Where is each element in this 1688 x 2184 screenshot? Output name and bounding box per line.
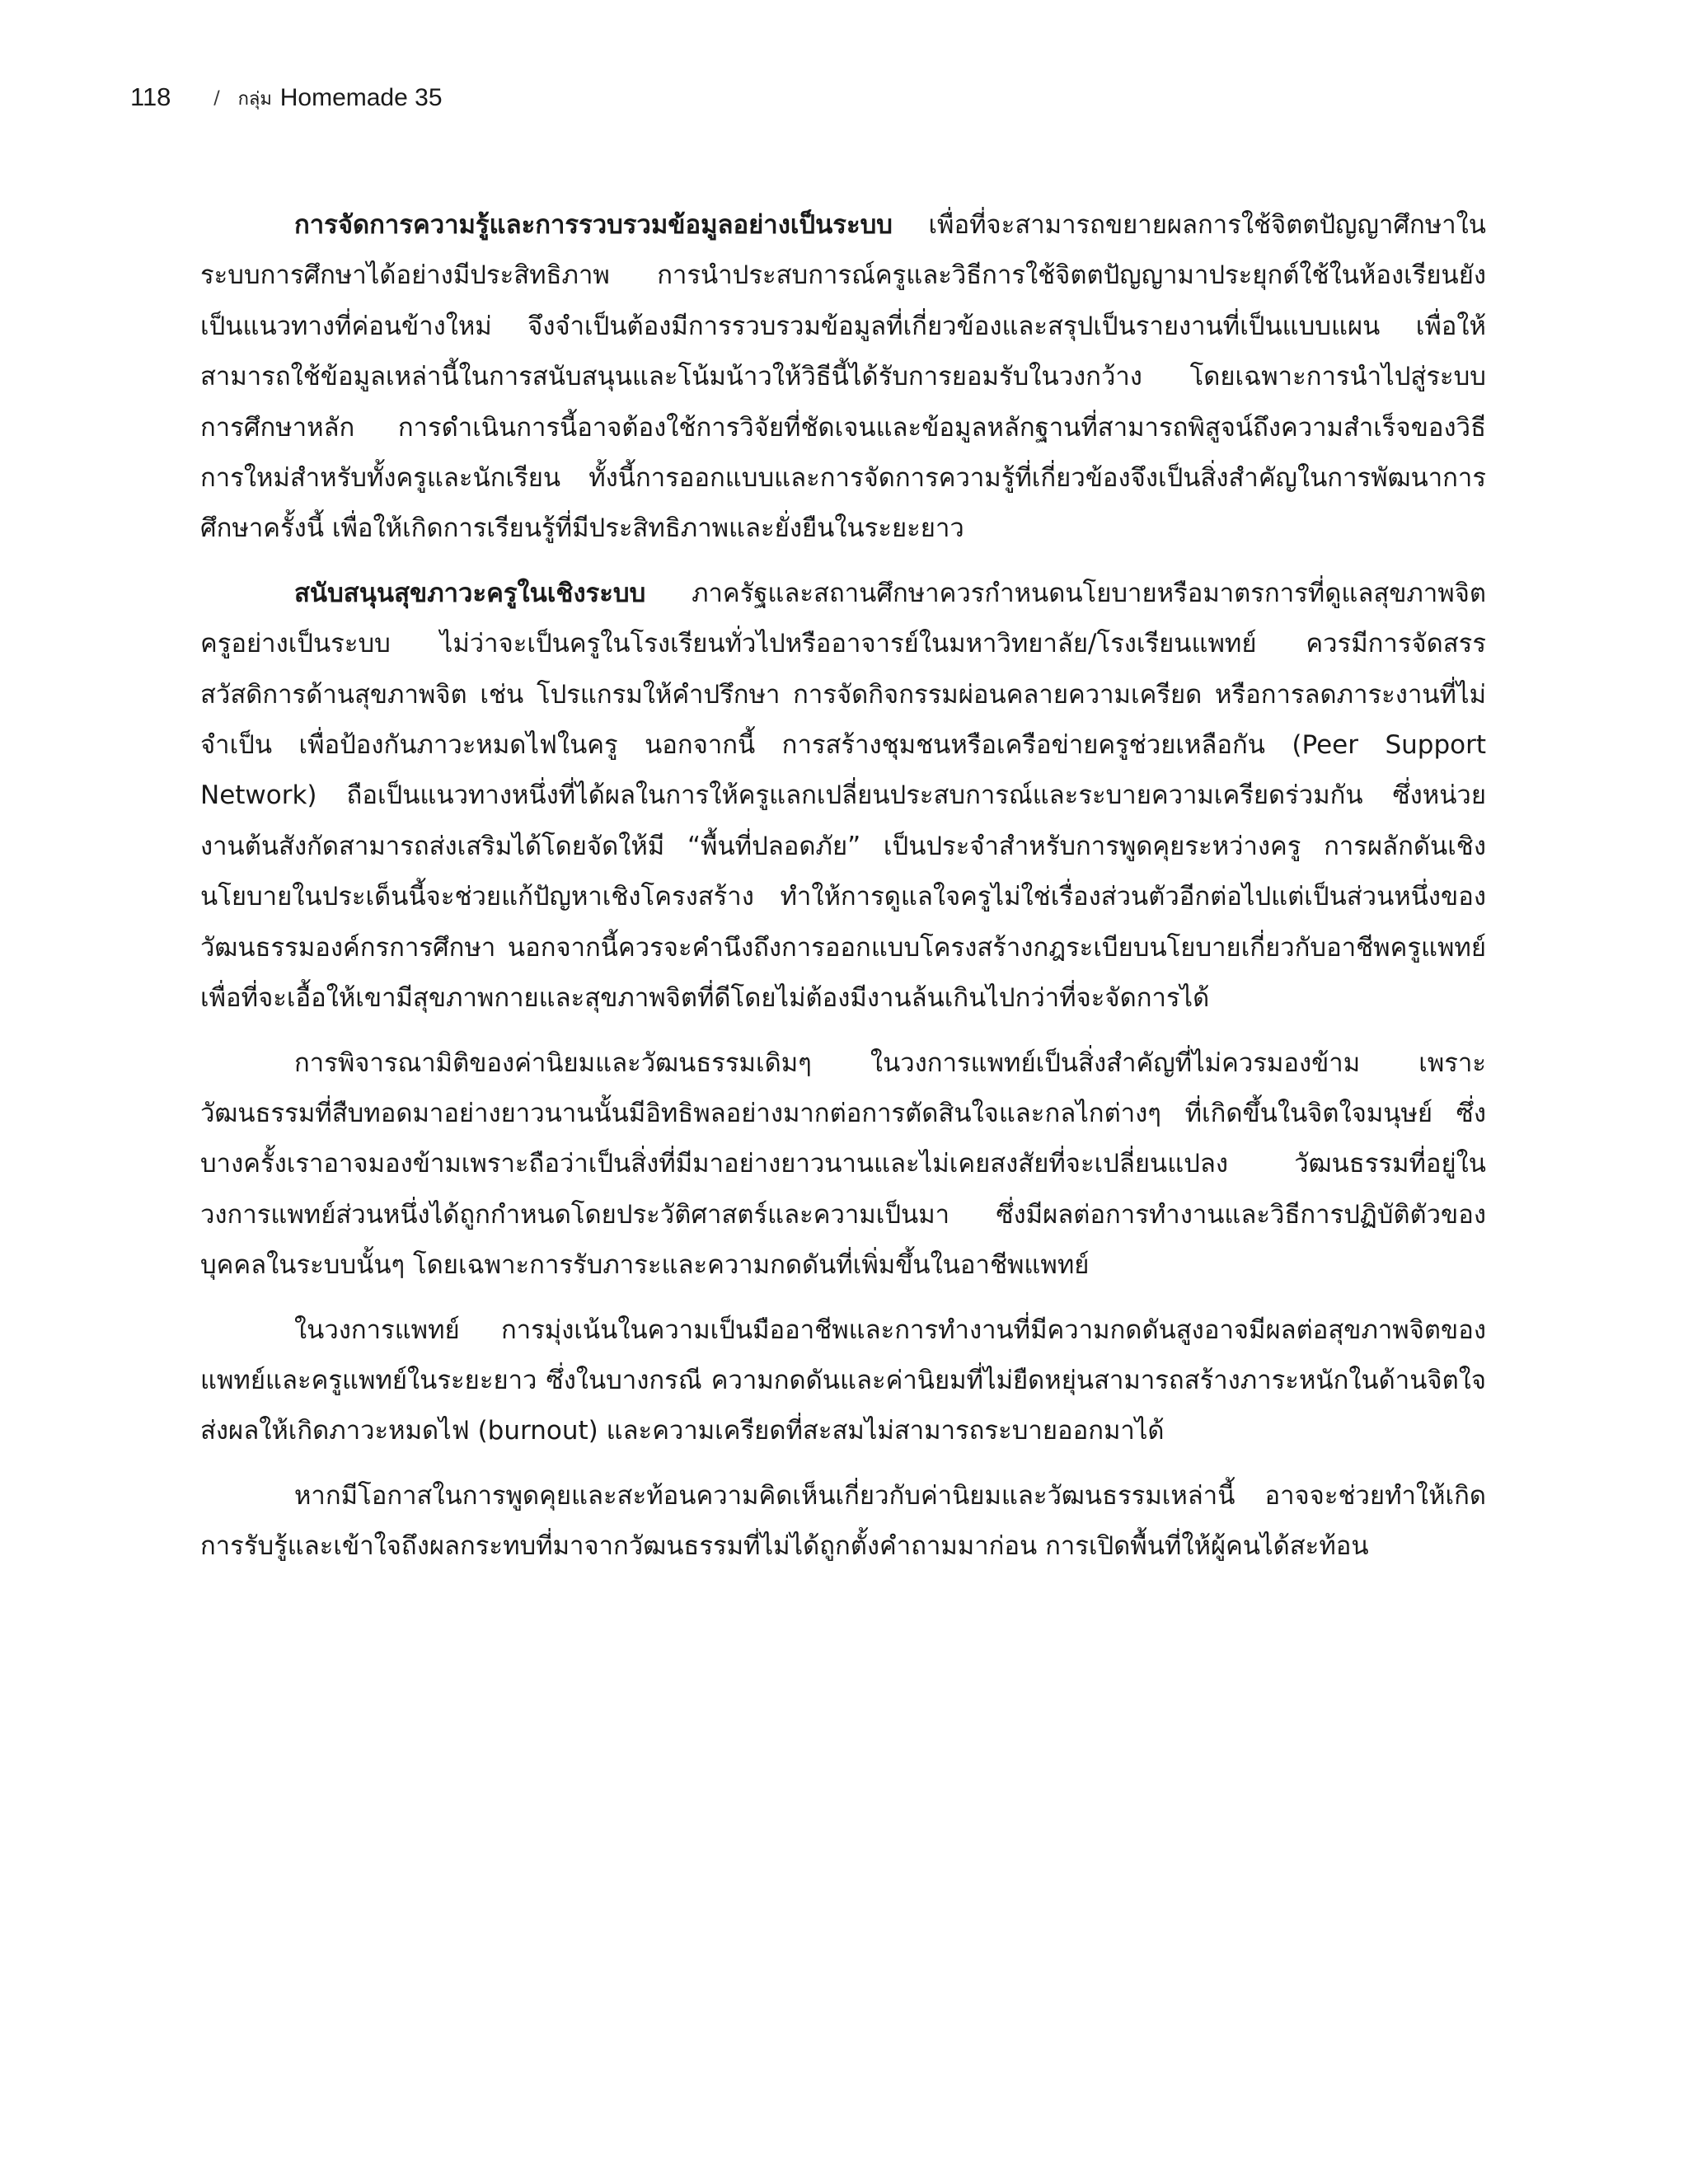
paragraph-reflection: [200, 1471, 1486, 1572]
paragraph-lead-heading: สนับสนุนสุขภาวะครูในเชิงระบบ: [294, 578, 646, 608]
page-number: 118: [130, 82, 171, 111]
book-group-label: กลุ่ม: [237, 89, 272, 110]
running-header: [130, 81, 443, 116]
header-separator: /: [213, 88, 220, 109]
paragraph-text: ภาครัฐและสถานศึกษาควรกำหนดนโยบายหรือมาตรการที่ดูแลสุขภาพจิตครูอย่างเป็นระบบ ไม่ว่าจะเป็นครูในโรงเรียนทั่วไปหรืออาจารย์ในมหาวิทยาลัย/โรงเรียนแพทย์ ควรมีการจัดสรรสวัสดิการด้านสุขภาพจิต เช่น โปรแกรมให้คำปรึกษา การจัดกิจกรรมผ่อนคลายความเครียด หรือการลดภาระงานที่ไม่จำเป็น เพื่อป้องกันภาวะหมดไฟในครู นอกจากนี้ การสร้างชุมชนหรือเครือข่ายครูช่วยเหลือกัน (Peer Support Network) ถือเป็นแนวทางหนึ่งที่ได้ผลในการให้ครูแลกเปลี่ยนประสบการณ์และระบายความเครียดร่วมกัน ซึ่งหน่วยงานต้นสังกัดสามารถส่งเสริมได้โดยจัดให้มี “พื้นที่ปลอดภัย” เป็นประจำสำหรับการพูดคุยระหว่างครู การผลักดันเชิงนโยบายในประเด็นนี้จะช่วยแก้ปัญหาเชิงโครงสร้าง ทำให้การดูแลใจครูไม่ใช่เรื่องส่วนตัวอีกต่อไปแต่เป็นส่วนหนึ่งของวัฒนธรรมองค์กรการศึกษา นอกจากนี้ควรจะคำนึงถึงการออกแบบโครงสร้างกฎระเบียบนโยบายเกี่ยวกับอาชีพครูแพทย์เพื่อที่จะเอื้อให้เขามีสุขภาพกายและสุขภาพจิตที่ดีโดยไม่ต้องมีงานล้นเกินไปกว่าที่จะจัดการได้: [200, 578, 1486, 1014]
paragraph-text: หากมีโอกาสในการพูดคุยและสะท้อนความคิดเห็นเกี่ยวกับค่านิยมและวัฒนธรรมเหล่านี้ อาจจะช่วยทำให้เกิดการรับรู้และเข้าใจถึงผลกระทบที่มาจากวัฒนธรรมที่ไม่ได้ถูกตั้งคำถามมาก่อน การเปิดพื้นที่ให้ผู้คนได้สะท้อน: [200, 1480, 1486, 1562]
page-body: [200, 200, 1486, 1586]
paragraph-text: เพื่อที่จะสามารถขยายผลการใช้จิตตปัญญาศึกษาในระบบการศึกษาได้อย่างมีประสิทธิภาพ การนำประสบการณ์ครูและวิธีการใช้จิตตปัญญามาประยุกต์ใช้ในห้องเรียนยังเป็นแนวทางที่ค่อนข้างใหม่ จึงจำเป็นต้องมีการรวบรวมข้อมูลที่เกี่ยวข้องและสรุปเป็นรายงานที่เป็นแบบแผน เพื่อให้สามารถใช้ข้อมูลเหล่านี้ในการสนับสนุนและโน้มน้าวให้วิธีนี้ได้รับการยอมรับในวงกว้าง โดยเฉพาะการนำไปสู่ระบบการศึกษาหลัก การดำเนินการนี้อาจต้องใช้การวิจัยที่ชัดเจนและข้อมูลหลักฐานที่สามารถพิสูจน์ถึงความสำเร็จของวิธีการใหม่สำหรับทั้งครูและนักเรียน ทั้งนี้การออกแบบและการจัดการความรู้ที่เกี่ยวข้องจึงเป็นสิ่งสำคัญในการพัฒนาการศึกษาครั้งนี้ เพื่อให้เกิดการเรียนรู้ที่มีประสิทธิภาพและยั่งยืนในระยะยาว: [200, 210, 1486, 544]
paragraph-medical-culture: [200, 1038, 1486, 1291]
paragraph-teacher-wellbeing: [200, 569, 1486, 1024]
paragraph-medical-pressure: [200, 1305, 1486, 1457]
paragraph-lead-heading: การจัดการความรู้และการรวบรวมข้อมูลอย่างเป็นระบบ: [294, 210, 893, 240]
book-title: Homemade 35: [279, 84, 443, 111]
paragraph-text: การพิจารณามิติของค่านิยมและวัฒนธรรมเดิมๆ ในวงการแพทย์เป็นสิ่งสำคัญที่ไม่ควรมองข้าม เพราะวัฒนธรรมที่สืบทอดมาอย่างยาวนานนั้นมีอิทธิพลอย่างมากต่อการตัดสินใจและกลไกต่างๆ ที่เกิดขึ้นในจิตใจมนุษย์ ซึ่งบางครั้งเราอาจมองข้ามเพราะถือว่าเป็นสิ่งที่มีมาอย่างยาวนานและไม่เคยสงสัยที่จะเปลี่ยนแปลง วัฒนธรรมที่อยู่ในวงการแพทย์ส่วนหนึ่งได้ถูกกำหนดโดยประวัติศาสตร์และความเป็นมา ซึ่งมีผลต่อการทำงานและวิธีการปฏิบัติตัวของบุคคลในระบบนั้นๆ โดยเฉพาะการรับภาระและความกดดันที่เพิ่มขึ้นในอาชีพแพทย์: [200, 1047, 1486, 1281]
paragraph-knowledge-management: [200, 200, 1486, 555]
paragraph-text: ในวงการแพทย์ การมุ่งเน้นในความเป็นมืออาชีพและการทำงานที่มีความกดดันสูงอาจมีผลต่อสุขภาพจิตของแพทย์และครูแพทย์ในระยะยาว ซึ่งในบางกรณี ความกดดันและค่านิยมที่ไม่ยืดหยุ่นสามารถสร้างภาระหนักในด้านจิตใจ ส่งผลให้เกิดภาวะหมดไฟ (burnout) และความเครียดที่สะสมไม่สามารถระบายออกมาได้: [200, 1315, 1486, 1446]
